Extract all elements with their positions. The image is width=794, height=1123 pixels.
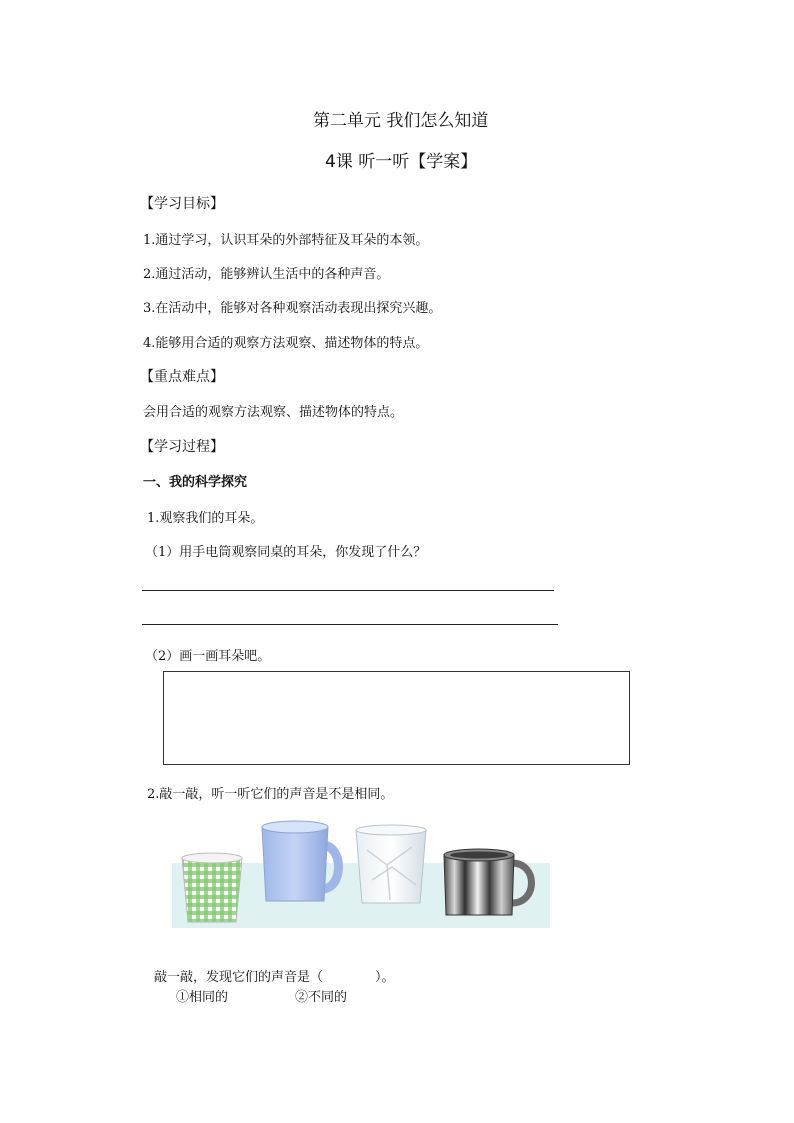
- goal-item: 2.通过活动，能够辨认生活中的各种声音。: [143, 267, 390, 282]
- page-subtitle: 4课 听一听【学案】: [325, 152, 478, 172]
- question-2: 2.敲一敲，听一听它们的声音是不是相同。: [147, 787, 394, 802]
- question-1-1: （1）用手电筒观察同桌的耳朵，你发现了什么？: [145, 545, 427, 560]
- paper-cup: [182, 853, 242, 922]
- drawing-box[interactable]: [163, 671, 630, 765]
- goals-heading: 【学习目标】: [140, 196, 224, 212]
- glass-cup: [356, 825, 426, 903]
- section-heading: 一、我的科学探究: [143, 475, 248, 490]
- goal-item: 1.通过学习，认识耳朵的外部特征及耳朵的本领。: [143, 233, 429, 248]
- key-points-text: 会用合适的观察方法观察、描述物体的特点。: [143, 405, 404, 420]
- process-heading: 【学习过程】: [140, 439, 224, 455]
- goal-item: 3.在活动中，能够对各种观察活动表现出探究兴趣。: [143, 301, 442, 316]
- question-2-prompt: 敲一敲，发现它们的声音是（ ）。: [154, 970, 395, 985]
- answer-line[interactable]: [142, 590, 554, 591]
- question-1-2: （2）画一画耳朵吧。: [145, 649, 271, 664]
- option-same[interactable]: ①相同的: [176, 990, 229, 1005]
- answer-line[interactable]: [142, 624, 558, 625]
- plastic-cup: [262, 821, 339, 901]
- cups-illustration: [172, 815, 550, 928]
- goal-item: 4.能够用合适的观察方法观察、描述物体的特点。: [143, 336, 429, 351]
- question-1: 1.观察我们的耳朵。: [147, 511, 264, 526]
- key-points-heading: 【重点难点】: [140, 369, 224, 385]
- page-title: 第二单元 我们怎么知道: [313, 111, 489, 131]
- option-different[interactable]: ②不同的: [295, 990, 348, 1005]
